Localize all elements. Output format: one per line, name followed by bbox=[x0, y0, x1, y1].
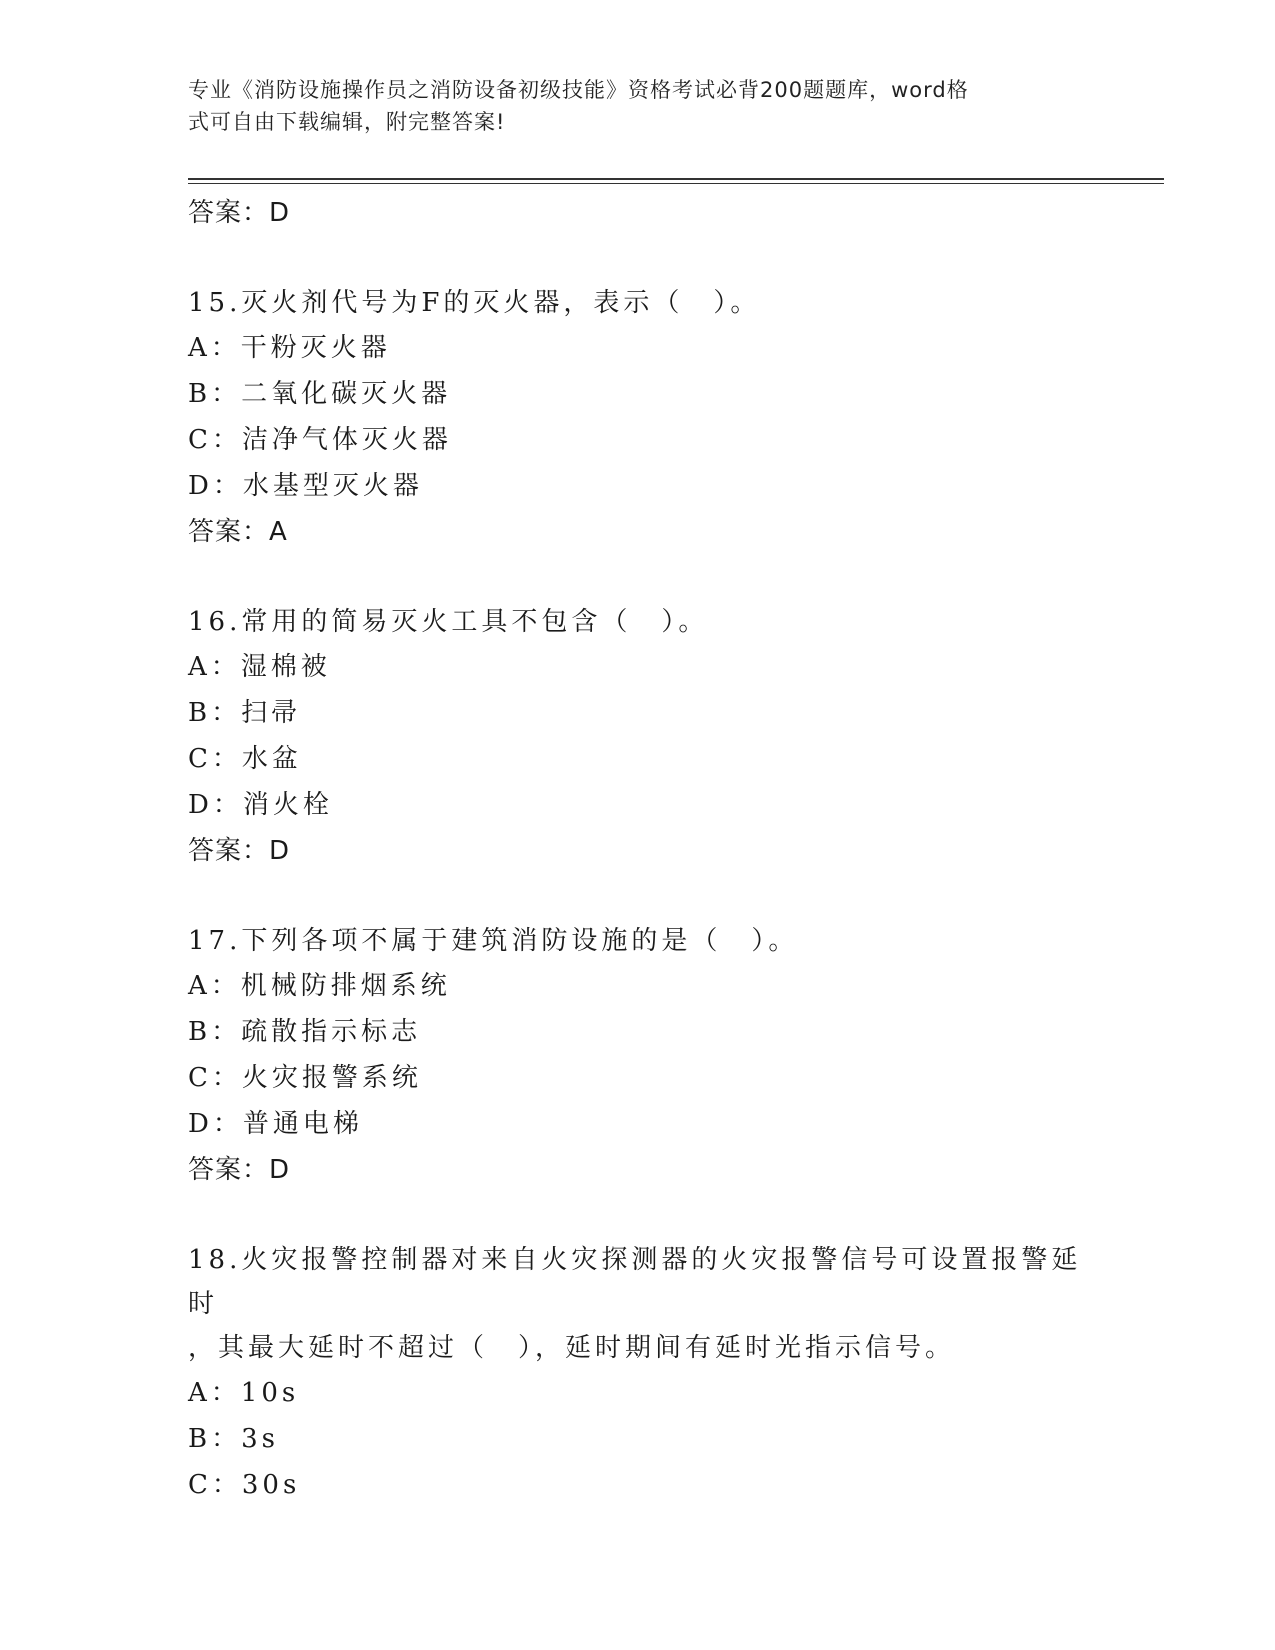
spacer bbox=[188, 1193, 1088, 1238]
spacer bbox=[188, 874, 1088, 919]
question-block-17 bbox=[188, 919, 1088, 1193]
answer-line: 答案：D bbox=[188, 198, 291, 228]
answer-line: 答案：D bbox=[188, 1155, 291, 1185]
option-a: A：机械防排烟系统 bbox=[188, 971, 451, 1001]
question-block-16 bbox=[188, 600, 1088, 874]
option-d: D：消火栓 bbox=[188, 790, 333, 820]
option-d: D：普通电梯 bbox=[188, 1109, 363, 1139]
option-b: B：3s bbox=[188, 1424, 279, 1454]
option-a: A：湿棉被 bbox=[188, 652, 331, 682]
option-d: D：水基型灭火器 bbox=[188, 471, 423, 501]
spacer bbox=[188, 555, 1088, 600]
header-title-line1: 专业《消防设施操作员之消防设备初级技能》资格考试必背200题题库，word格 bbox=[188, 78, 969, 102]
question-text: 17.下列各项不属于建筑消防设施的是（ ）。 bbox=[188, 926, 799, 956]
option-b: B：疏散指示标志 bbox=[188, 1017, 422, 1047]
spacer bbox=[188, 236, 1088, 281]
option-b: B：扫帚 bbox=[188, 698, 302, 728]
header-divider bbox=[188, 178, 1164, 184]
page-header bbox=[188, 74, 1068, 138]
option-a: A：干粉灭火器 bbox=[188, 333, 391, 363]
document-body bbox=[188, 190, 1088, 1508]
answer-line: 答案：D bbox=[188, 836, 291, 866]
answer-line: 答案：A bbox=[188, 517, 288, 547]
header-title-line2: 式可自由下载编辑，附完整答案! bbox=[188, 110, 506, 134]
option-b: B：二氧化碳灭火器 bbox=[188, 379, 452, 409]
question-text: 16.常用的简易灭火工具不包含（ ）。 bbox=[188, 607, 709, 637]
question-text: 15.灭火剂代号为F的灭火器，表示（ ）。 bbox=[188, 288, 761, 318]
question-text-line1: 18.火灾报警控制器对来自火灾探测器的火灾报警信号可设置报警延时 bbox=[188, 1245, 1082, 1319]
question-block-15 bbox=[188, 281, 1088, 555]
option-c: C：火灾报警系统 bbox=[188, 1063, 422, 1093]
option-c: C：水盆 bbox=[188, 744, 302, 774]
question-text-line2: ，其最大延时不超过（ ），延时期间有延时光指示信号。 bbox=[188, 1333, 956, 1363]
option-c: C：洁净气体灭火器 bbox=[188, 425, 452, 455]
option-a: A：10s bbox=[188, 1378, 300, 1408]
question-block-18 bbox=[188, 1238, 1088, 1508]
option-c: C：30s bbox=[188, 1470, 301, 1500]
